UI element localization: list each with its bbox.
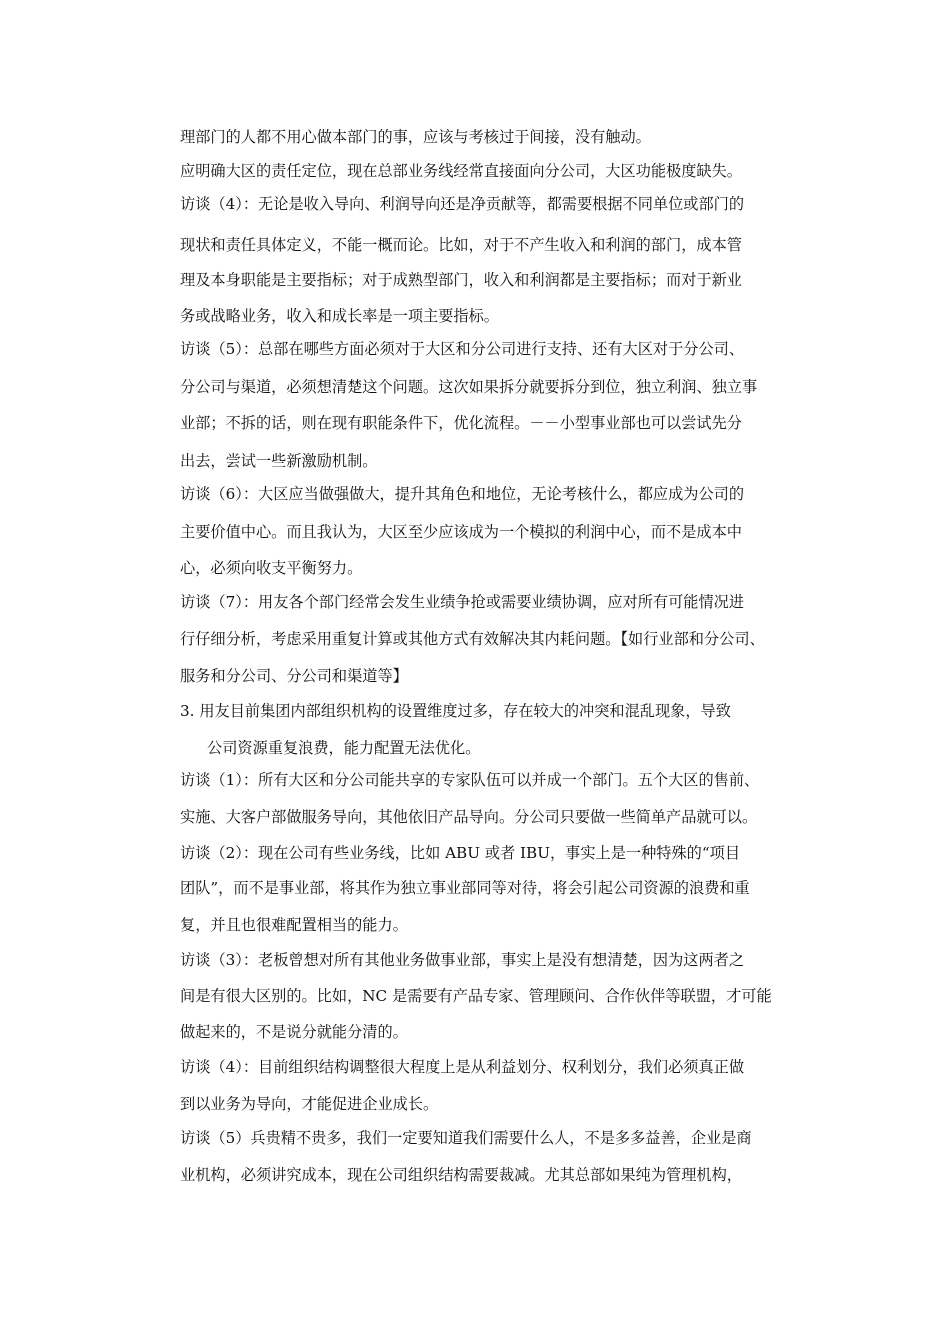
text-line: 出去，尝试一些新激励机制。 [180, 452, 378, 470]
text-line: 访谈（7）：用友各个部门经常会发生业绩争抢或需要业绩协调，应对所有可能情况进 [180, 593, 745, 611]
text-line: 复，并且也很难配置相当的能力。 [180, 916, 408, 934]
text-line: 间是有很大区别的。比如，NC 是需要有产品专家、管理顾问、合作伙伴等联盟，才可能 [180, 987, 772, 1005]
text-line: 访谈（4）：无论是收入导向、利润导向还是净贡献等，都需要根据不同单位或部门的 [180, 195, 745, 213]
text-line: 团队”，而不是事业部，将其作为独立事业部同等对待，将会引起公司资源的浪费和重 [180, 879, 750, 897]
text-line: 访谈（5）兵贵精不贵多，我们一定要知道我们需要什么人，不是多多益善，企业是商 [180, 1129, 752, 1147]
text-line: 业机构，必须讲究成本，现在公司组织结构需要裁减。尤其总部如果纯为管理机构， [180, 1166, 742, 1184]
text-line: 实施、大客户部做服务导向，其他依旧产品导向。分公司只要做一些简单产品就可以。 [180, 808, 758, 826]
text-line: 做起来的，不是说分就能分清的。 [180, 1023, 408, 1041]
text-line: 访谈（4）：目前组织结构调整很大程度上是从利益划分、权利划分，我们必须真正做 [180, 1058, 745, 1076]
text-line: 访谈（1）：所有大区和分公司能共享的专家队伍可以并成一个部门。五个大区的售前、 [180, 771, 760, 789]
text-line: 访谈（5）：总部在哪些方面必须对于大区和分公司进行支持、还有大区对于分公司、 [180, 340, 745, 358]
text-line: 到以业务为导向，才能促进企业成长。 [180, 1095, 439, 1113]
text-line: 服务和分公司、分公司和渠道等】 [180, 667, 408, 685]
text-line: 行仔细分析，考虑采用重复计算或其他方式有效解决其内耗问题。【如行业部和分公司、 [180, 630, 765, 648]
text-line: 访谈（3）：老板曾想对所有其他业务做事业部，事实上是没有想清楚，因为这两者之 [180, 951, 745, 969]
text-line: 分公司与渠道，必须想清楚这个问题。这次如果拆分就要拆分到位，独立利润、独立事 [180, 378, 758, 396]
text-line: 访谈（6）：大区应当做强做大，提升其角色和地位，无论考核什么，都应成为公司的 [180, 485, 745, 503]
text-line: 业部；不拆的话，则在现有职能条件下，优化流程。－－小型事业部也可以尝试先分 [180, 414, 742, 432]
text-line: 理及本身职能是主要指标；对于成熟型部门，收入和利润都是主要指标；而对于新业 [180, 271, 742, 289]
numbered-heading: 3. 用友目前集团内部组织机构的设置维度过多，存在较大的冲突和混乱现象，导致 [180, 702, 731, 720]
text-line: 应明确大区的责任定位，现在总部业务线经常直接面向分公司，大区功能极度缺失。 [180, 162, 742, 180]
text-line: 公司资源重复浪费，能力配置无法优化。 [207, 739, 481, 757]
text-line: 访谈（2）：现在公司有些业务线，比如 ABU 或者 IBU，事实上是一种特殊的“项目 [180, 844, 741, 862]
text-line: 主要价值中心。而且我认为，大区至少应该成为一个模拟的利润中心，而不是成本中 [180, 523, 742, 541]
text-line: 务或战略业务，收入和成长率是一项主要指标。 [180, 307, 499, 325]
text-line: 理部门的人都不用心做本部门的事，应该与考核过于间接，没有触动。 [180, 128, 651, 146]
text-line: 现状和责任具体定义，不能一概而论。比如，对于不产生收入和利润的部门，成本管 [180, 236, 742, 254]
text-line: 心，必须向收支平衡努力。 [180, 559, 363, 577]
